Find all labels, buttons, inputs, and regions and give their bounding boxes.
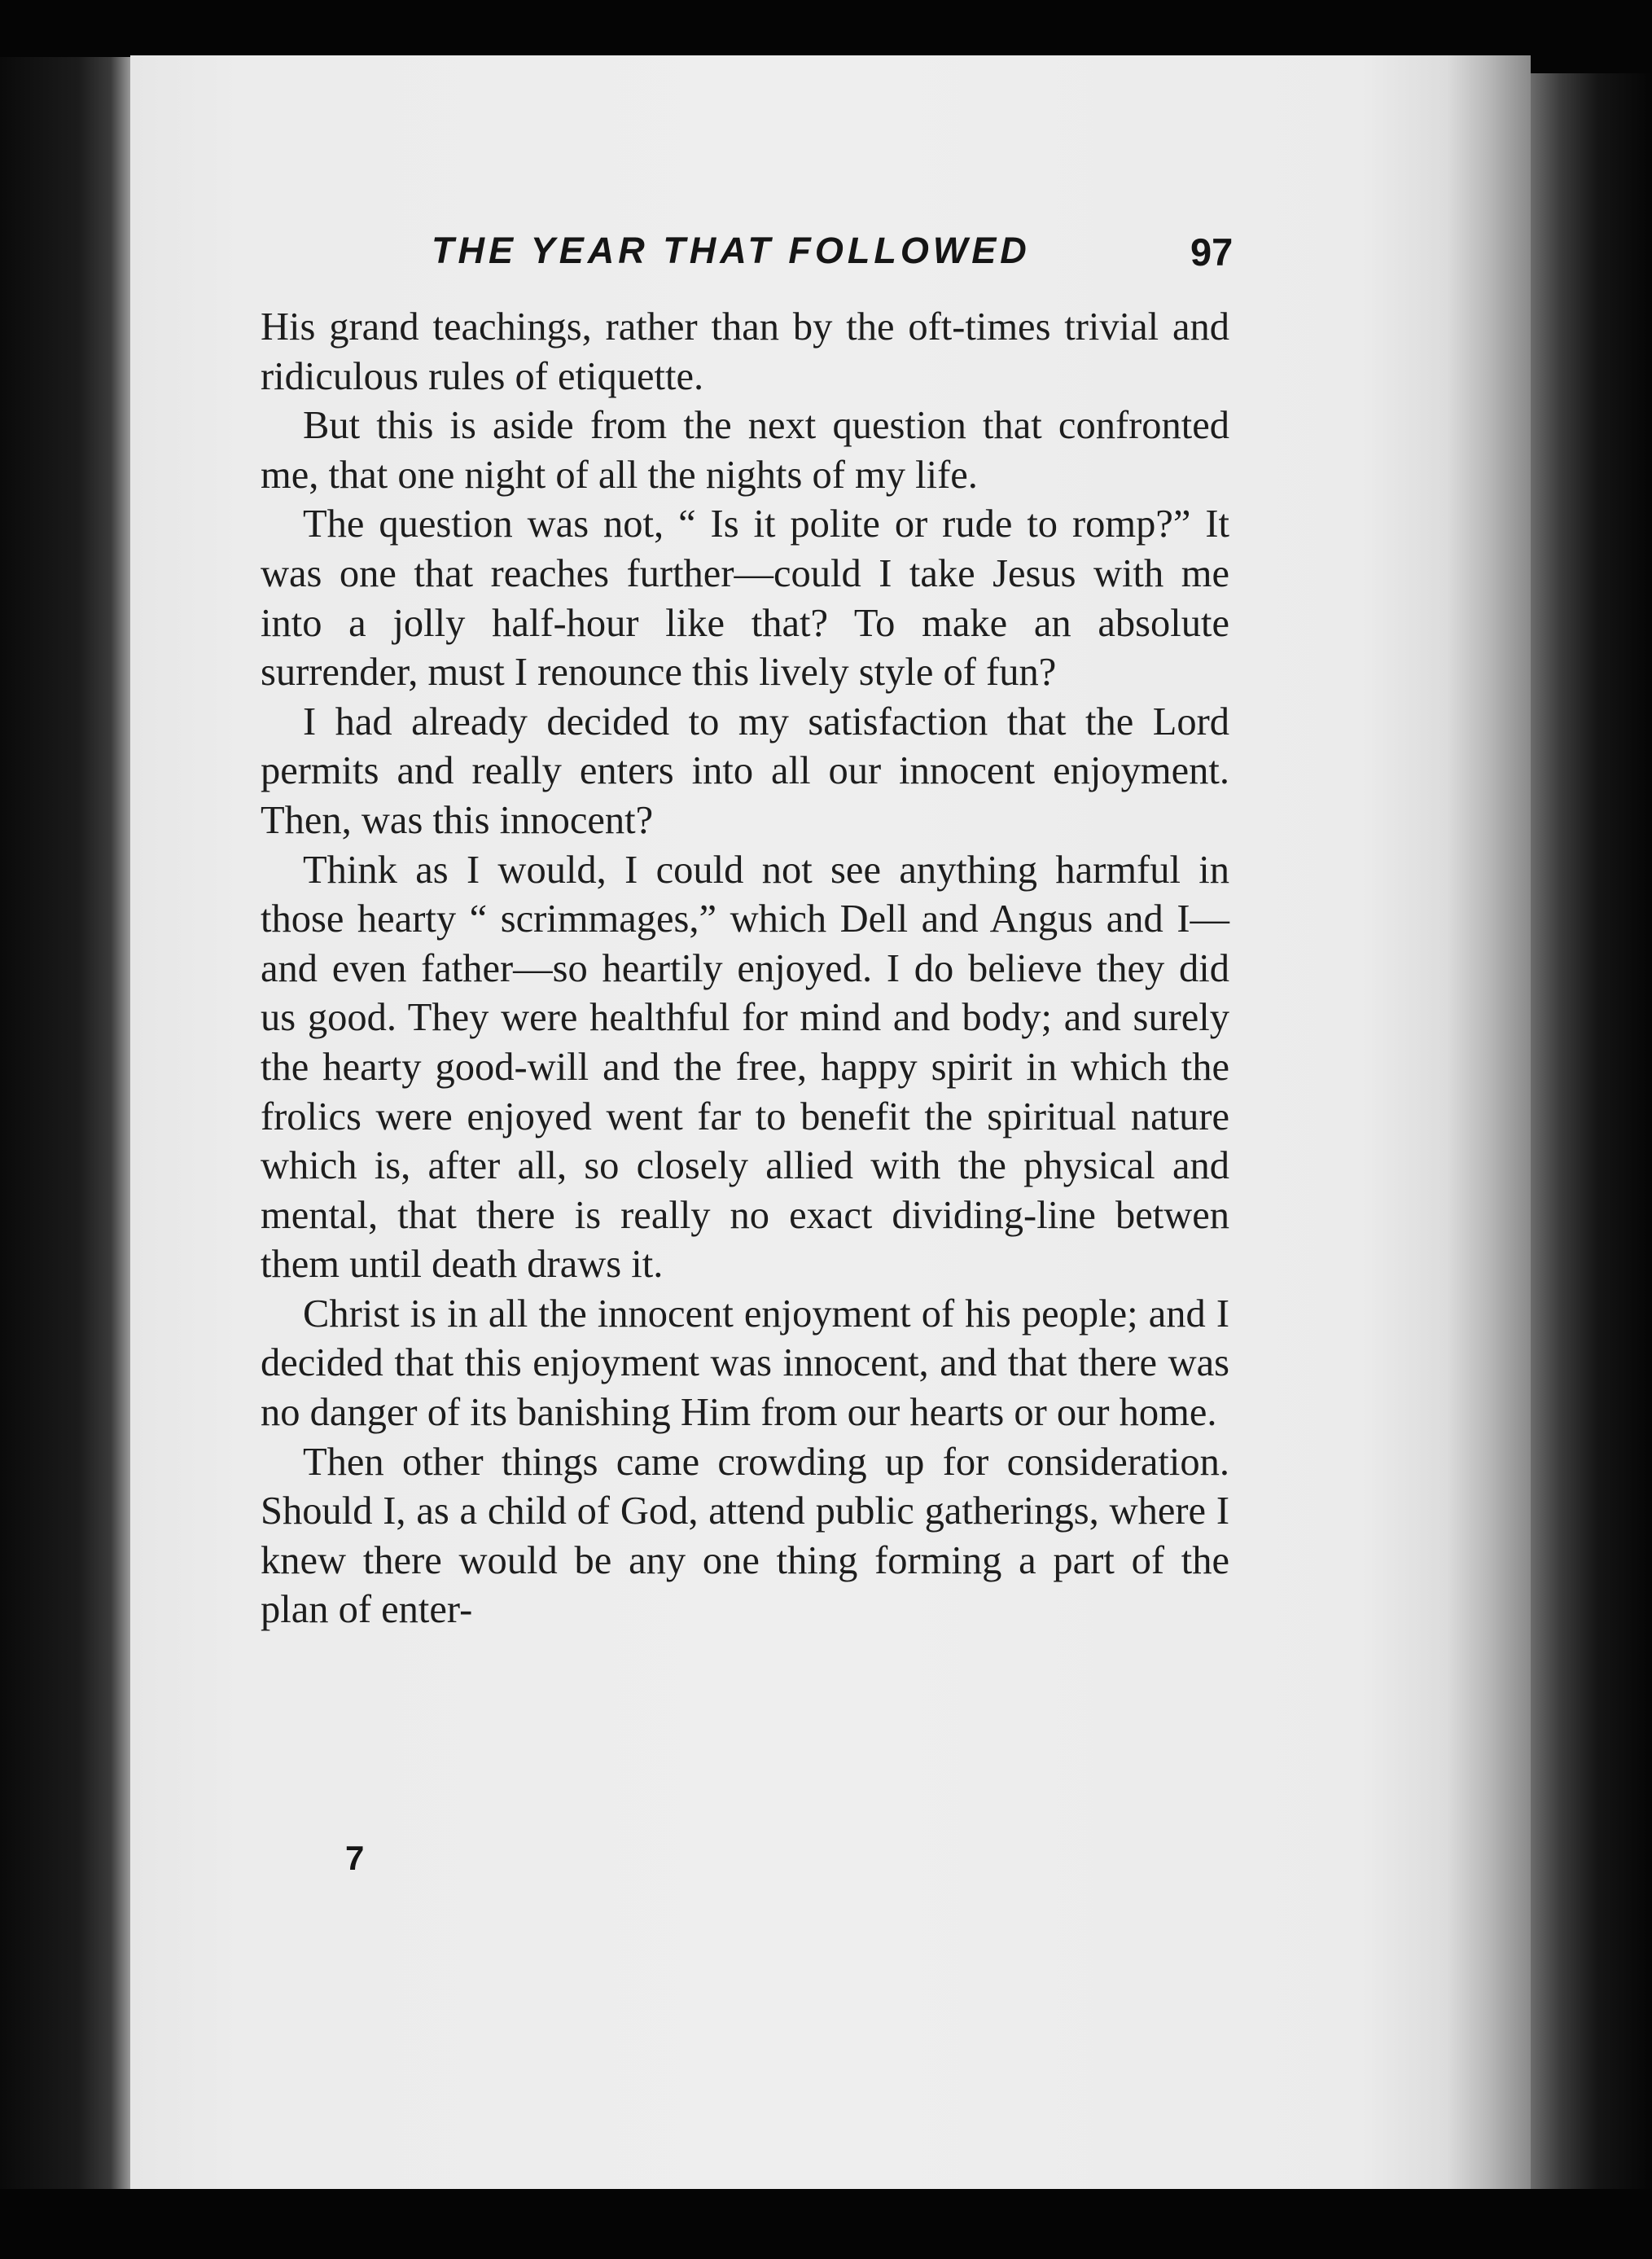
paragraph-2: But this is aside from the next question that confronted me, that one night of all the nights of my life. xyxy=(261,404,1229,497)
paragraph-6: Christ is in all the innocent enjoyment of his people; and I decided that this enjoyment was innocent, and that there was no danger of its banishing Him from our hearts or our home. xyxy=(261,1292,1229,1435)
paragraph-7: Then other things came crowding up for consideration. Should I, as a child of God, attend public gatherings, where I knew there would be any one thing forming a part of the plan of enter- xyxy=(261,1440,1229,1632)
right-page-edge xyxy=(1531,73,1652,2207)
left-page-edge xyxy=(0,57,130,2215)
bottom-scan-edge xyxy=(0,2189,1652,2259)
paragraph-5: Think as I would, I could not see anything harmful in those hearty “ scrimmages,” which Dell and Angus and I—and even father—so heartily enjoyed. I do believe they did us good. They were healthful for mind and body; and surely the hearty good-will and the free, happy spirit in which the frolics were enjoyed went far to benefit the spiritual nature which is, after all, so closely allied with the physical and mental, that there is really no exact dividing-line betwen them until death draws it. xyxy=(261,848,1229,1287)
page-number: 97 xyxy=(1190,230,1234,274)
running-head: THE YEAR THAT FOLLOWED xyxy=(432,230,1031,271)
paragraph-4: I had already decided to my satisfaction that the Lord permits and really enters into all our innocent enjoyment. Then, was this innocent? xyxy=(261,700,1229,842)
body-text xyxy=(261,303,1229,1635)
paragraph-1: His grand teachings, rather than by the oft-times trivial and ridiculous rules of etiquette. xyxy=(261,305,1229,398)
paragraph-3: The question was not, “ Is it polite or rude to romp?” It was one that reaches further—could I take Jesus with me into a jolly half-hour like that? To make an absolute surrender, must I renounce this lively style of fun? xyxy=(261,502,1229,695)
signature-mark: 7 xyxy=(345,1839,365,1877)
